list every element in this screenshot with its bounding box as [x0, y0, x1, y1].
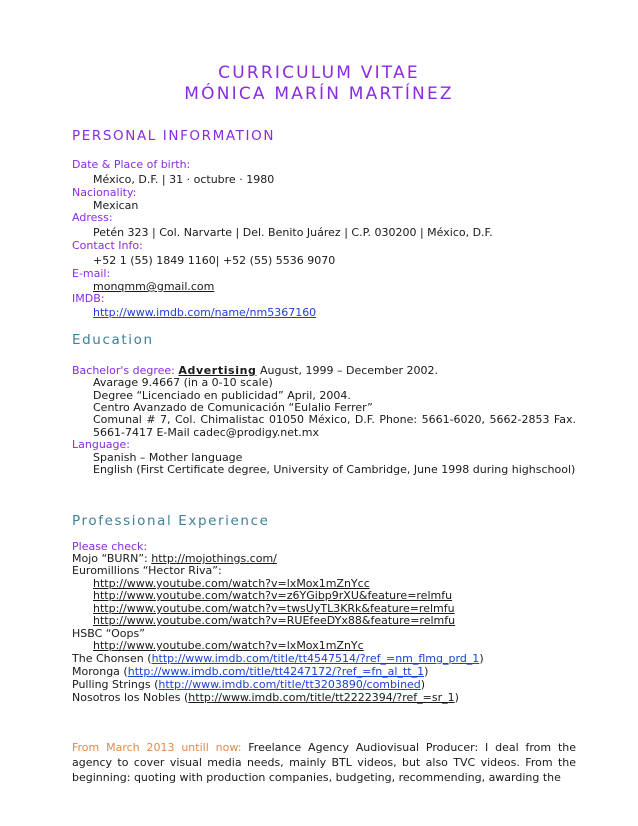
chosen-link[interactable]: http://www.imdb.com/title/tt4547514/?ref_=nm_flmg_prd_1: [151, 652, 480, 665]
from-text: Freelance Agency Audiovisual Producer: I deal from the agency to cover visual media needs, mainly BTL videos, but also TVC videos. From the beginning: quoting with production companies, budgeting, recommending, awarding the: [72, 741, 576, 784]
bachelor-dates: August, 1999 – December 2002.: [256, 364, 438, 377]
from-label: From March 2013 untill now:: [72, 741, 242, 754]
bachelor-label: Bachelor's degree:: [72, 364, 175, 377]
birth-value: México, D.F. | 31 · octubre · 1980: [93, 173, 275, 186]
email-label: E-mail:: [72, 267, 111, 280]
nosotros-text: Nosotros los Nobles (: [72, 691, 189, 704]
moronga-link[interactable]: http://www.imdb.com/title/tt4247172/?ref_=fn_al_tt_1: [127, 665, 425, 678]
chosen-close: ): [479, 652, 484, 665]
language-spanish: Spanish – Mother language: [93, 451, 243, 464]
school-address: Comunal # 7, Col. Chimalistac 01050 México, D.F. Phone: 5661-6020, 5662-2853 Fax. 5661-7417 E-Mail cadec@prodigy.net.mx: [93, 413, 576, 439]
address-value: Petén 323 | Col. Narvarte | Del. Benito Juárez | C.P. 030200 | México, D.F.: [93, 226, 493, 239]
document-title: CURRICULUM VITAE: [218, 63, 420, 83]
experience-heading: Professional Experience: [72, 513, 270, 529]
nationality-label: Nacionality:: [72, 186, 137, 199]
imdb-link[interactable]: http://www.imdb.com/name/nm5367160: [93, 306, 317, 319]
please-check-label: Please check:: [72, 540, 148, 553]
contact-value: +52 1 (55) 1849 1160| +52 (55) 5536 9070: [93, 254, 336, 267]
nosotros-link[interactable]: http://www.imdb.com/title/tt2222394/?ref_=sr_1: [188, 691, 455, 704]
moronga-line: [72, 665, 428, 678]
average-text: Avarage 9.4667 (in a 0-10 scale): [93, 376, 273, 389]
hsbc-link[interactable]: http://www.youtube.com/watch?v=lxMox1mZnYc: [93, 639, 364, 652]
pulling-text: Pulling Strings (: [72, 678, 159, 691]
nosotros-line: [72, 691, 459, 704]
pulling-link[interactable]: http://www.imdb.com/title/tt3203890/combined: [158, 678, 421, 691]
personal-info-heading: PERSONAL INFORMATION: [72, 128, 276, 144]
imdb-label: IMDB:: [72, 292, 105, 305]
chosen-text: The Chonsen (: [72, 652, 152, 665]
nationality-value: Mexican: [93, 199, 139, 212]
pulling-line: [72, 678, 425, 691]
moronga-close: ): [424, 665, 429, 678]
euro-link-1[interactable]: http://www.youtube.com/watch?v=lxMox1mZnYcc: [93, 577, 370, 590]
nosotros-close: ): [454, 691, 459, 704]
education-heading: Education: [72, 332, 154, 348]
bachelor-field: Advertising: [178, 364, 257, 377]
euro-link-3[interactable]: http://www.youtube.com/watch?v=twsUyTL3KRk&feature=relmfu: [93, 602, 455, 615]
pulling-close: ): [420, 678, 426, 691]
experience-paragraph: [72, 740, 576, 785]
contact-label: Contact Info:: [72, 239, 143, 252]
email-link[interactable]: monqmm@gmail.com: [93, 280, 215, 293]
chosen-line: [72, 652, 484, 665]
degree-text: Degree “Licenciado en publicidad” April, 2004.: [93, 389, 351, 402]
moronga-text: Moronga (: [72, 665, 128, 678]
birth-label: Date & Place of birth:: [72, 158, 191, 171]
mojo-text: Mojo “BURN”:: [72, 552, 152, 565]
euromillions-text: Euromillions “Hector Riva”:: [72, 564, 222, 577]
person-name: MÓNICA MARÍN MARTÍNEZ: [184, 84, 454, 104]
language-label: Language:: [72, 438, 130, 451]
hsbc-text: HSBC “Oops”: [72, 627, 145, 640]
euro-link-4[interactable]: http://www.youtube.com/watch?v=RUEfeeDYx88&feature=relmfu: [93, 614, 456, 627]
euro-link-2[interactable]: http://www.youtube.com/watch?v=z6YGibp9rXU&feature=relmfu: [93, 589, 453, 602]
language-english: English (First Certificate degree, University of Cambridge, June 1998 during highschool): [93, 463, 576, 476]
school-name: Centro Avanzado de Comunicación “Eulalio Ferrer”: [93, 401, 373, 414]
address-label: Adress:: [72, 211, 113, 224]
mojo-link[interactable]: http://mojothings.com/: [151, 552, 277, 565]
